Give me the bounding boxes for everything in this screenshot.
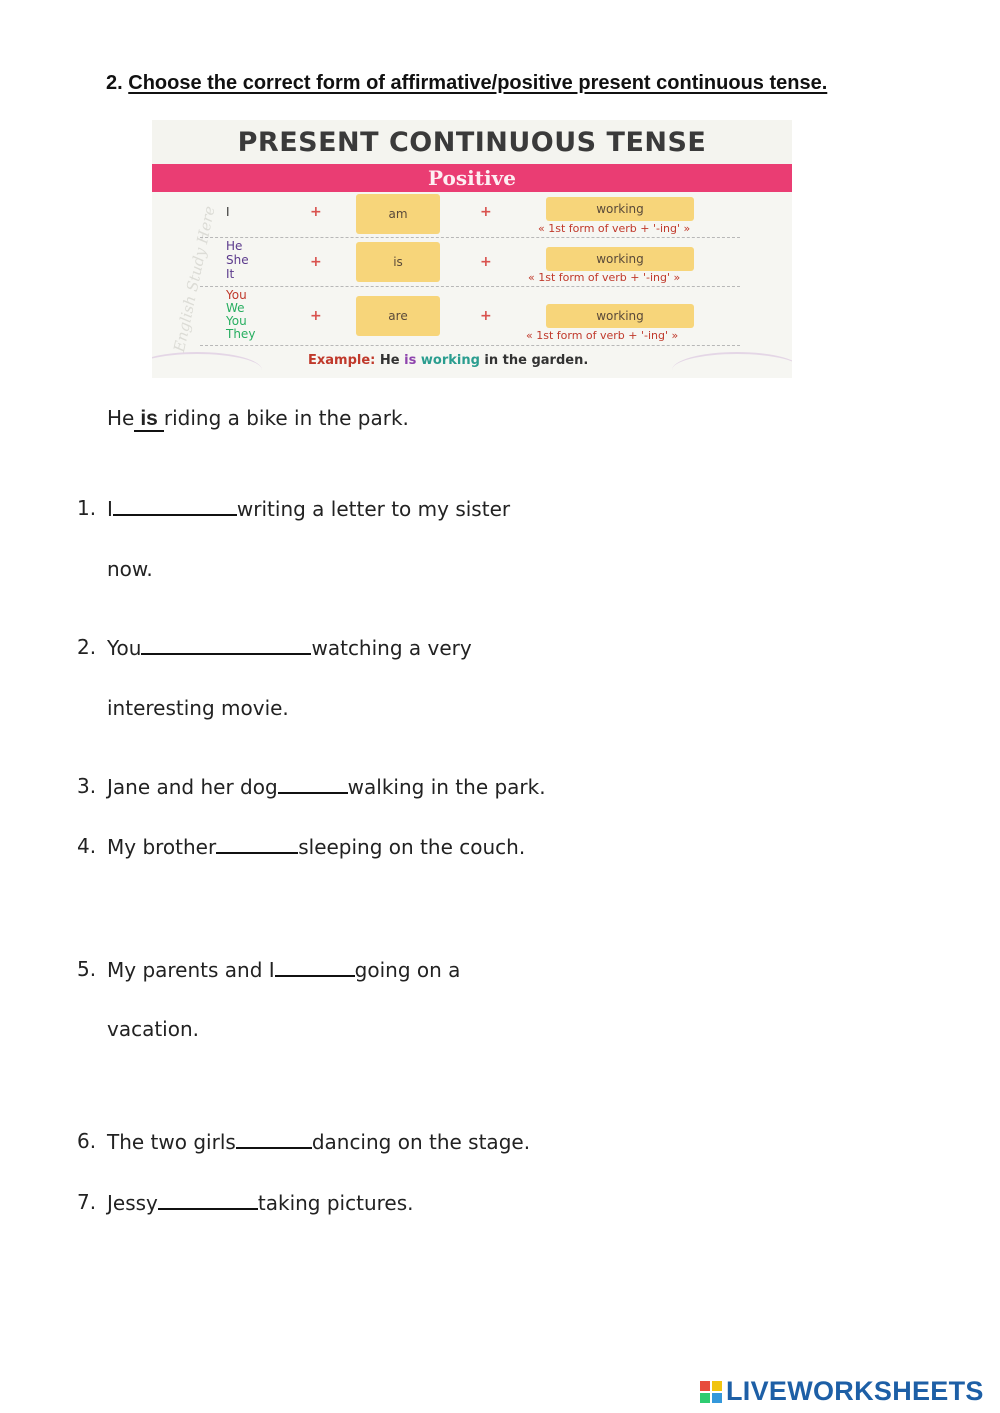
pronoun-we: We (226, 301, 245, 315)
row-divider (200, 237, 740, 238)
verb-form-note: « 1st form of verb + '-ing' » (538, 222, 691, 235)
answer-blank[interactable] (158, 1190, 258, 1210)
question-number: 7. (77, 1190, 97, 1214)
verb-working: working (546, 247, 694, 271)
liveworksheets-logo[interactable] (700, 1376, 984, 1407)
question-3 (107, 774, 546, 799)
example-sentence (107, 406, 409, 432)
chart-example (308, 353, 588, 368)
chart-watermark: English Study Here (170, 204, 219, 354)
question-text: dancing on the stage. (311, 1130, 531, 1154)
logo-text: LIVEWORKSHEETS (726, 1376, 984, 1406)
question-text: The two girls (107, 1130, 236, 1154)
logo-square (712, 1393, 722, 1403)
example-label: Example: (308, 353, 376, 368)
question-continuation: vacation. (107, 1017, 200, 1041)
question-number: 5. (77, 957, 97, 981)
question-text: walking in the park. (347, 775, 546, 799)
answer-blank[interactable] (216, 834, 298, 854)
exercise-title: Choose the correct form of affirmative/positive present continuous tense. (128, 72, 828, 94)
plus-sign: + (310, 254, 322, 270)
row-divider (200, 286, 740, 287)
be-are: are (356, 296, 440, 336)
exercise-number: 2. (106, 72, 123, 94)
question-number: 3. (77, 774, 97, 798)
question-text: watching a very (311, 636, 472, 660)
plus-sign: + (480, 254, 492, 270)
question-continuation: interesting movie. (107, 696, 289, 720)
grammar-chart (152, 120, 792, 378)
question-1 (107, 496, 510, 521)
logo-square (700, 1393, 710, 1403)
chart-subtitle: Positive (152, 164, 792, 192)
question-2 (107, 635, 472, 660)
question-text: My brother (107, 835, 217, 859)
example-subject: He (379, 353, 400, 368)
question-text: My parents and I (107, 958, 275, 982)
plus-sign: + (310, 204, 322, 220)
verb-form-note: « 1st form of verb + '-ing' » (528, 271, 681, 284)
question-7 (107, 1190, 414, 1215)
answer-blank[interactable] (275, 957, 355, 977)
pronoun-you-plural: You (226, 314, 247, 328)
example-before: He (107, 406, 135, 430)
pronoun-you: You (226, 288, 247, 302)
example-verb: working (420, 353, 480, 368)
question-text: Jane and her dog (107, 775, 278, 799)
pronoun-i: I (226, 205, 230, 219)
question-continuation: now. (107, 557, 153, 581)
pronoun-they: They (226, 327, 256, 341)
question-text: Jessy (107, 1191, 158, 1215)
pronoun-he: He (226, 239, 243, 253)
answer-blank[interactable] (236, 1129, 312, 1149)
verb-working: working (546, 304, 694, 328)
question-4 (107, 834, 525, 859)
question-number: 6. (77, 1129, 97, 1153)
exercise-heading (106, 72, 827, 95)
question-text: writing a letter to my sister (236, 497, 511, 521)
question-number: 4. (77, 834, 97, 858)
chart-title: PRESENT CONTINUOUS TENSE (152, 120, 792, 164)
question-6 (107, 1129, 530, 1154)
decorative-arc (672, 352, 792, 378)
plus-sign: + (310, 308, 322, 324)
logo-square (700, 1381, 710, 1391)
example-answer: is (134, 408, 164, 432)
answer-blank[interactable] (141, 635, 311, 655)
question-text: I (107, 497, 113, 521)
decorative-arc (152, 352, 262, 378)
question-text: taking pictures. (257, 1191, 414, 1215)
answer-blank[interactable] (113, 496, 237, 516)
verb-working: working (546, 197, 694, 221)
example-be: is (404, 353, 417, 368)
plus-sign: + (480, 308, 492, 324)
question-number: 2. (77, 635, 97, 659)
be-is: is (356, 242, 440, 282)
answer-blank[interactable] (278, 774, 348, 794)
row-divider (200, 345, 740, 346)
logo-mark-icon (700, 1381, 722, 1403)
question-number: 1. (77, 496, 97, 520)
pronoun-she: She (226, 253, 249, 267)
question-5 (107, 957, 460, 982)
plus-sign: + (480, 204, 492, 220)
verb-form-note: « 1st form of verb + '-ing' » (526, 329, 679, 342)
be-am: am (356, 194, 440, 234)
example-rest: in the garden. (484, 353, 589, 368)
question-text: going on a (354, 958, 461, 982)
example-after: riding a bike in the park. (163, 406, 409, 430)
logo-square (712, 1381, 722, 1391)
pronoun-it: It (226, 267, 235, 281)
question-text: sleeping on the couch. (298, 835, 526, 859)
question-text: You (107, 636, 142, 660)
